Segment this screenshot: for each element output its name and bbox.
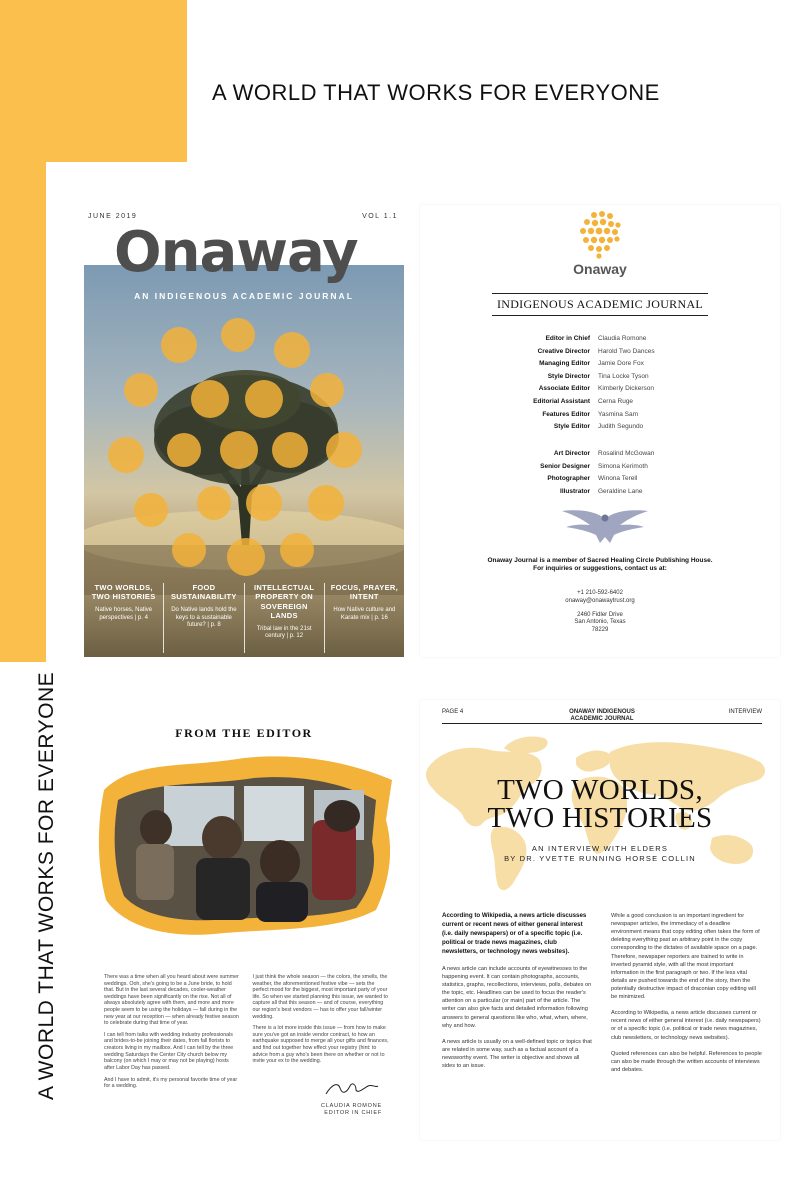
cover-feature[interactable] <box>164 583 244 653</box>
cover-subtitle: AN INDIGENOUS ACADEMIC JOURNAL <box>134 291 354 301</box>
article-journal-name <box>442 709 762 723</box>
staff-row <box>460 396 740 409</box>
cover-feature-title: FOOD SUSTAINABILITY <box>171 583 237 602</box>
onaway-logo-dots-icon <box>575 210 625 260</box>
staff-name: Harold Two Dances <box>598 347 655 355</box>
staff-name: Jamie Dore Fox <box>598 360 644 368</box>
masthead-brand: Onaway <box>573 261 627 277</box>
cover-feature-text: Do Native lands hold the keys to a sustainable future? | p. 8 <box>171 606 237 629</box>
staff-name: Yasmina Sam <box>598 410 638 418</box>
staff-row <box>460 358 740 371</box>
staff-row <box>460 473 740 486</box>
article-page[interactable] <box>420 700 780 1140</box>
accent-block-top <box>0 0 187 162</box>
editor-letter-body <box>104 974 389 1095</box>
editor-paragraph: There was a time when all you heard about were summer weddings. Ooh, she's going to be a June bride, to hold that. But in the last several decades, cooler-weather weddings have been significantly on the rise. Not all of always absolutely agree with them, and more and more people seem to be using the holidays — fall during in the new year at our reception — when already festive season to celebrate during that time of year. <box>104 974 239 1027</box>
cover-feature-text: How Native culture and Karate mix | p. 16 <box>333 606 396 621</box>
cover-feature-list <box>84 583 404 653</box>
contact-phone[interactable]: +1 210-592-6402 <box>577 590 623 596</box>
signature-icon <box>322 1080 382 1098</box>
publisher-note <box>420 557 780 573</box>
article-paragraph: Quoted references can also be helpful. References to people can also be made through the written accounts of interviews and debates. <box>611 1050 762 1073</box>
signature-role: EDITOR IN CHIEF <box>324 1110 382 1117</box>
staff-role: Associate Editor <box>538 385 590 393</box>
eagle-emblem-icon <box>560 505 650 545</box>
article-paragraph: According to Wikipedia, a news article discusses current or recent news of either general interest (i.e. daily newspapers) or of a specific topic (i.e. political or trade news magazines, club newsletters, or technology news websites). <box>611 1010 761 1041</box>
cover-tree-dots-illustration <box>84 305 404 595</box>
magazine-cover[interactable] <box>84 205 404 657</box>
article-subtitle <box>420 844 780 864</box>
cover-feature-title: TWO WORLDS, TWO HISTORIES <box>91 583 156 602</box>
staff-row <box>460 486 740 499</box>
staff-role: Editor in Chief <box>545 335 590 342</box>
editor-paragraph: I can tell from talks with wedding industry professionals and brides-to-be joining their dates, from fall florists to creators living in my mailbox. And I can tell by the three wedding Saturdays the Center City church below my balcony (on which I may or may not be playing) hosts after Labor Day has passed. <box>104 1031 234 1071</box>
cover-feature[interactable] <box>84 583 164 653</box>
accent-block-left <box>0 162 46 662</box>
article-lead-paragraph: According to Wikipedia, a news article discusses current or recent news of either general interest (i.e. daily newspapers) or of a specific topic (i.e. political or trade news magazines, club newsletters, or technology news websites). <box>442 912 587 955</box>
article-journal-line: ACADEMIC JOURNAL <box>570 716 634 723</box>
editorial-staff-list <box>460 333 740 434</box>
staff-name: Cerna Ruge <box>598 397 634 405</box>
staff-name: Winona Terell <box>598 475 638 483</box>
staff-role: Art Director <box>553 450 590 457</box>
staff-name: Judith Segundo <box>598 423 644 431</box>
cover-volume: VOL 1.1 <box>362 213 398 220</box>
staff-name: Simona Kerimoth <box>598 462 648 470</box>
cover-feature-title: INTELLECTUAL PROPERTY ON SOVEREIGN LANDS <box>253 583 315 621</box>
article-paragraph: A news article can include accounts of eyewitnesses to the happening event. It can contain photographs, accounts, statistics, graphs, recollections, interviews, polls, debates on the topic, etc. Headlines can be used to focus the reader's attention on a particular (or main) part of the article. The writer can also give facts and detailed information following answers to general questions like who, what, when, where, why and how. <box>442 965 592 1029</box>
article-paragraph: While a good conclusion is an important ingredient for newspaper articles, the immediacy of a deadline environment means that copy editing often takes the form of deleting everything past an arbitrary point in the copy corresponding to the dictates of available space on a page. Therefore, newspaper reporters are trained to write in inverted pyramid style, with all the most important information in the first paragraph or two. If the less vital details are pushed towards the end of the story, then the potentially destructive impact of draconian copy editing will be minimized. <box>611 913 760 1001</box>
contact-city: San Antonio, Texas <box>574 619 626 626</box>
cover-feature-text: Tribal law in the 21st century | p. 12 <box>256 625 312 640</box>
staff-name: Geraldine Lane <box>598 487 643 495</box>
article-column <box>611 912 762 1082</box>
cover-feature-text: Native horses, Native perspectives | p. 4 <box>95 606 153 621</box>
publisher-note-line: For inquiries or suggestions, contact us at: <box>533 565 667 573</box>
staff-row <box>460 333 740 346</box>
editor-column <box>253 974 390 1095</box>
masthead-journal-name: INDIGENOUS ACADEMIC JOURNAL <box>492 293 708 316</box>
article-section: INTERVIEW <box>728 709 762 715</box>
article-paragraph: A news article is usually on a well-defined topic or topics that are related in some way, such as a factual account of a newsworthy event. The writer is objective and shows all sides to an issue. <box>442 1038 592 1070</box>
staff-role: Photographer <box>547 475 590 483</box>
article-column <box>442 912 593 1082</box>
art-staff-list <box>460 448 740 498</box>
staff-role: Style Editor <box>553 423 590 431</box>
staff-row <box>460 448 740 461</box>
contact-address: 2460 Fidler Drive <box>577 611 623 618</box>
editor-paragraph: And I have to admit, it's my personal favorite time of year for a wedding. <box>104 1076 238 1090</box>
editor-signature-block <box>321 1080 382 1117</box>
staff-row <box>460 461 740 474</box>
publisher-note-line: Onaway Journal is a member of Sacred Healing Circle Publishing House. <box>487 557 713 564</box>
article-header-rule <box>442 723 762 724</box>
editor-paragraph: There is a lot more inside this issue — from how to make sure you've got an inside vendor contract, to how an earthquake supposed to merge all your gifts and finances, and find out together how effect your registry (hint: to advice from a guy who's been there on whether or not to invite your ex to the wedding. <box>252 1025 389 1065</box>
staff-role: Style Director <box>547 372 590 380</box>
staff-role: Senior Designer <box>540 462 590 470</box>
editor-page-title: FROM THE EDITOR <box>175 726 313 740</box>
editor-letter-page[interactable] <box>84 700 404 1140</box>
staff-role: Editorial Assistant <box>533 397 590 405</box>
page-heading: A WORLD THAT WORKS FOR EVERYONE <box>212 80 660 105</box>
masthead-page[interactable] <box>420 205 780 657</box>
side-heading-vertical: A WORLD THAT WORKS FOR EVERYONE <box>35 671 58 1100</box>
article-page-number: PAGE 4 <box>442 709 464 715</box>
staff-row <box>460 421 740 434</box>
staff-name: Kimberly Dickerson <box>598 385 654 393</box>
staff-row <box>460 409 740 422</box>
staff-role: Creative Director <box>537 347 590 355</box>
staff-role: Features Editor <box>542 410 590 418</box>
editor-photo-children <box>94 750 399 940</box>
cover-date: JUNE 2019 <box>88 213 138 220</box>
cover-feature[interactable] <box>325 583 404 653</box>
cover-feature-title: FOCUS, PRAYER, INTENT <box>330 583 399 602</box>
article-byline: BY DR. YVETTE RUNNING HORSE COLLIN <box>504 853 696 863</box>
contact-email[interactable]: onaway@onawaytrust.org <box>565 597 635 604</box>
staff-name: Tina Locke Tyson <box>598 372 649 380</box>
article-subtitle-line: AN INTERVIEW WITH ELDERS <box>531 844 669 853</box>
cover-title: Onaway <box>114 220 358 285</box>
contact-block <box>420 590 780 635</box>
staff-name: Claudia Romone <box>598 335 647 342</box>
staff-name: Rosalind McGowan <box>598 450 655 457</box>
editor-paragraph: I just think the whole season — the colors, the smells, the weather, the aforementioned festive vibe — sets the perfect mood for the biggest, most important party of your life. So when we started planning this issue, we wanted to capture all that this season — and of course, everything our region's best vendors — has to offer your fall/winter wedding. <box>252 974 388 1020</box>
staff-row <box>460 346 740 359</box>
article-title-line: TWO HISTORIES <box>487 802 713 834</box>
signature-name: CLAUDIA ROMONE <box>320 1103 382 1109</box>
contact-zip: 78229 <box>591 627 609 634</box>
cover-feature[interactable] <box>245 583 325 653</box>
article-title <box>420 776 780 832</box>
article-journal-line: ONAWAY INDIGENOUS <box>569 709 635 715</box>
staff-role: Managing Editor <box>539 360 590 368</box>
editor-column <box>104 974 241 1095</box>
article-title-line: TWO WORLDS, <box>497 774 703 806</box>
staff-row <box>460 371 740 384</box>
staff-role: Illustrator <box>560 487 590 495</box>
article-body <box>442 912 762 1082</box>
staff-row <box>460 383 740 396</box>
